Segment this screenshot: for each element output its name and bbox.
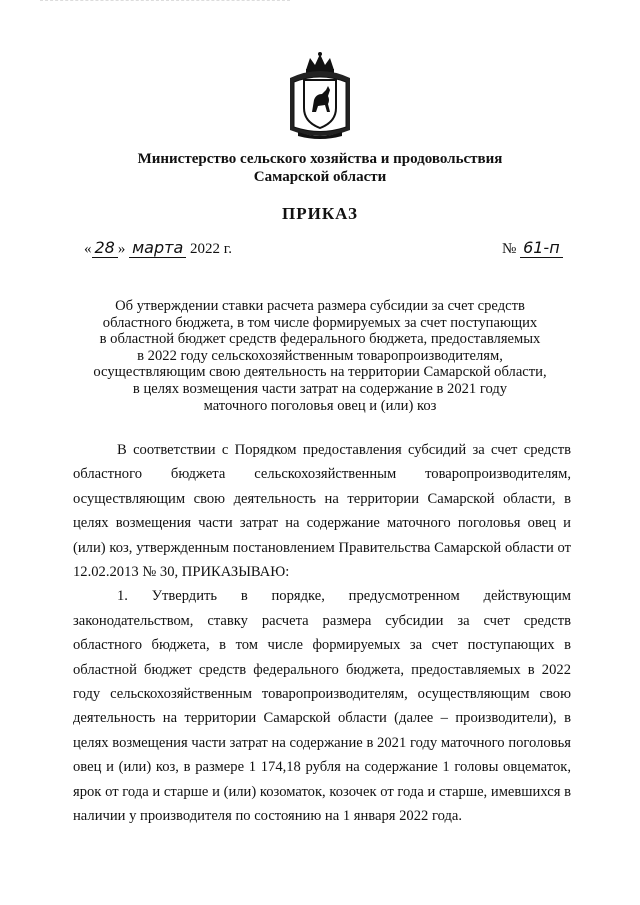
subject-line: маточного поголовья овец и (или) коз: [203, 397, 437, 414]
order-date: [84, 238, 232, 258]
date-year: 2022 г.: [190, 241, 232, 257]
document-type: ПРИКАЗ: [282, 204, 358, 223]
subject-line: в областной бюджет средств федерального бюджета, предоставляемых: [99, 331, 541, 348]
scan-artifact: [40, 0, 290, 4]
date-day: 28: [92, 238, 118, 258]
subject-line: в 2022 году сельскохозяйственным товаропроизводителям,: [137, 347, 503, 364]
order-number: [502, 238, 563, 258]
ministry-name: [0, 150, 640, 186]
ministry-line-1: Министерство сельского хозяйства и продовольствия: [137, 151, 503, 167]
subject-line: областного бюджета, в том числе формируемых за счет поступающих: [102, 314, 538, 331]
number-value: 61-п: [520, 238, 563, 258]
number-prefix: №: [502, 241, 517, 257]
date-open-quote: «: [84, 241, 92, 257]
coat-of-arms-icon: [284, 50, 356, 140]
ministry-line-2: Самарской области: [253, 169, 387, 185]
subject-line: в целях возмещения части затрат на содержание в 2021 году: [132, 380, 508, 397]
date-close-quote: »: [117, 241, 126, 257]
order-subject: [60, 298, 580, 414]
subject-line: Об утверждении ставки расчета размера субсидии за счет средств: [115, 298, 525, 314]
clause-1-paragraph: 1. Утвердить в порядке, предусмотренном действующим законодательством, ставку расчета размера субсидии за счет средств областного бюджета, в том числе формируемых за счет поступающих в областной бюджет средств федерального бюджета, предоставляемых в 2022 году сельскохозяйственным товаропроизводителям, осуществляющим свою деятельность на территории Самарской области (далее – производители), в целях возмещения части затрат на содержание в 2021 году маточного поголовья овец и (или) коз, в размере 1 174,18 рубля на содержание 1 головы овцематок, ярок от года и старше и (или) козоматок, козочек от года и старше, имевшихся в наличии у производителя по состоянию на 1 января 2022 года.: [73, 588, 571, 825]
subject-line: осуществляющим свою деятельность на территории Самарской области,: [93, 364, 547, 381]
preamble-paragraph: В соответствии с Порядком предоставления субсидий за счет средств областного бюджета сельскохозяйственным товаропроизводителям, осуществляющим свою деятельность на территории Самарской области, в целях возмещения части затрат на содержание маточного поголовья овец и (или) коз, утвержденным постановлением Правительства Самарской области от 12.02.2013 № 30, ПРИКАЗЫВАЮ:: [73, 442, 571, 581]
order-body: [73, 438, 571, 829]
date-month: марта: [129, 238, 186, 258]
